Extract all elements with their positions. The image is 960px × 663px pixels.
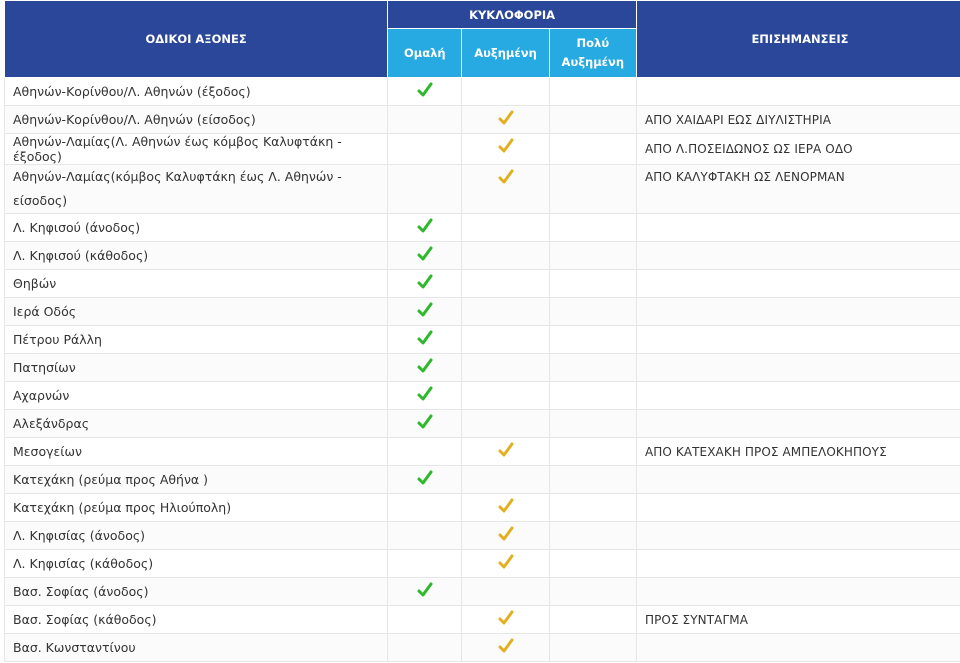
gold-check-icon (498, 138, 514, 154)
traffic-normal-cell (388, 410, 462, 438)
green-check-icon (417, 386, 433, 402)
green-check-icon (417, 218, 433, 234)
gold-check-icon (498, 169, 514, 185)
traffic-increased-cell (462, 466, 549, 494)
note-cell: ΑΠΟ ΚΑΛΥΦΤΑΚΗ ΩΣ ΛΕΝΟΡΜΑΝ (636, 165, 960, 214)
traffic-increased-cell (462, 214, 549, 242)
green-check-icon (417, 82, 433, 98)
traffic-normal-cell (388, 165, 462, 214)
table-row (5, 326, 960, 354)
road-name-cell: Αθηνών-Λαμίας(Λ. Αθηνών έως κόμβος Καλυφτάκη - έξοδος) (5, 134, 388, 165)
table-row (5, 270, 960, 298)
green-check-icon (417, 274, 433, 290)
road-name-cell: Αλεξάνδρας (5, 410, 388, 438)
gold-check-icon (498, 442, 514, 458)
traffic-normal-cell (388, 578, 462, 606)
green-check-icon (417, 358, 433, 374)
gold-check-icon (498, 610, 514, 626)
road-name-cell: Λ. Κηφισίας (άνοδος) (5, 522, 388, 550)
table-row (5, 354, 960, 382)
note-cell (636, 298, 960, 326)
road-name-cell: Αχαρνών (5, 382, 388, 410)
header-very-increased: Πολύ Αυξημένη (549, 29, 636, 78)
traffic-increased-cell (462, 165, 549, 214)
traffic-very-increased-cell (549, 466, 636, 494)
traffic-very-increased-cell (549, 494, 636, 522)
traffic-increased-cell (462, 270, 549, 298)
note-cell: ΑΠΟ ΧΑΙΔΑΡΙ ΕΩΣ ΔΙΥΛΙΣΤΗΡΙΑ (636, 106, 960, 134)
road-name-cell: Πέτρου Ράλλη (5, 326, 388, 354)
gold-check-icon (498, 110, 514, 126)
table-row (5, 382, 960, 410)
header-normal: Ομαλή (388, 29, 462, 78)
traffic-increased-cell (462, 242, 549, 270)
traffic-very-increased-cell (549, 522, 636, 550)
table-row (5, 78, 960, 106)
header-traffic: ΚΥΚΛΟΦΟΡΙΑ (388, 1, 637, 29)
green-check-icon (417, 330, 433, 346)
traffic-very-increased-cell (549, 438, 636, 466)
traffic-increased-cell (462, 134, 549, 165)
gold-check-icon (498, 554, 514, 570)
note-cell (636, 578, 960, 606)
traffic-increased-cell (462, 106, 549, 134)
road-name-cell: Βασ. Σοφίας (άνοδος) (5, 578, 388, 606)
traffic-normal-cell (388, 354, 462, 382)
note-cell (636, 466, 960, 494)
note-cell (636, 354, 960, 382)
note-cell (636, 522, 960, 550)
traffic-increased-cell (462, 410, 549, 438)
traffic-normal-cell (388, 438, 462, 466)
note-cell (636, 270, 960, 298)
gold-check-icon (498, 638, 514, 654)
road-name-cell: Λ. Κηφισίας (κάθοδος) (5, 550, 388, 578)
traffic-increased-cell (462, 606, 549, 634)
traffic-normal-cell (388, 382, 462, 410)
road-name-cell: Κατεχάκη (ρεύμα προς Αθήνα ) (5, 466, 388, 494)
traffic-normal-cell (388, 634, 462, 662)
table-row (5, 106, 960, 134)
table-row (5, 522, 960, 550)
note-cell: ΠΡΟΣ ΣΥΝΤΑΓΜΑ (636, 606, 960, 634)
note-cell (636, 494, 960, 522)
green-check-icon (417, 302, 433, 318)
traffic-very-increased-cell (549, 106, 636, 134)
traffic-very-increased-cell (549, 382, 636, 410)
table-row (5, 550, 960, 578)
traffic-very-increased-cell (549, 298, 636, 326)
road-name-cell: Κατεχάκη (ρεύμα προς Ηλιούπολη) (5, 494, 388, 522)
traffic-normal-cell (388, 106, 462, 134)
traffic-table (4, 0, 960, 662)
note-cell (636, 326, 960, 354)
road-name-cell: Λ. Κηφισού (άνοδος) (5, 214, 388, 242)
note-cell: ΑΠΟ ΚΑΤΕΧΑΚΗ ΠΡΟΣ ΑΜΠΕΛΟΚΗΠΟΥΣ (636, 438, 960, 466)
traffic-increased-cell (462, 578, 549, 606)
note-cell (636, 382, 960, 410)
table-row (5, 578, 960, 606)
traffic-normal-cell (388, 550, 462, 578)
road-name-cell: Αθηνών-Κορίνθου/Λ. Αθηνών (έξοδος) (5, 78, 388, 106)
traffic-normal-cell (388, 242, 462, 270)
note-cell: ΑΠΟ Λ.ΠΟΣΕΙΔΩΝΟΣ ΩΣ ΙΕΡΑ ΟΔΟ (636, 134, 960, 165)
road-name-cell: Ιερά Οδός (5, 298, 388, 326)
note-cell (636, 410, 960, 438)
table-body (5, 78, 960, 662)
road-name-cell: Λ. Κηφισού (κάθοδος) (5, 242, 388, 270)
note-cell (636, 242, 960, 270)
green-check-icon (417, 414, 433, 430)
traffic-normal-cell (388, 466, 462, 494)
traffic-increased-cell (462, 522, 549, 550)
table-row (5, 165, 960, 214)
road-name-cell: Μεσογείων (5, 438, 388, 466)
header-increased: Αυξημένη (462, 29, 549, 78)
gold-check-icon (498, 498, 514, 514)
traffic-normal-cell (388, 494, 462, 522)
traffic-very-increased-cell (549, 578, 636, 606)
road-name-cell: Αθηνών-Κορίνθου/Λ. Αθηνών (είσοδος) (5, 106, 388, 134)
road-name-cell: Θηβών (5, 270, 388, 298)
table-row (5, 438, 960, 466)
green-check-icon (417, 246, 433, 262)
traffic-very-increased-cell (549, 134, 636, 165)
table-row (5, 242, 960, 270)
traffic-very-increased-cell (549, 550, 636, 578)
note-cell (636, 214, 960, 242)
traffic-very-increased-cell (549, 326, 636, 354)
table-row (5, 466, 960, 494)
traffic-very-increased-cell (549, 165, 636, 214)
traffic-increased-cell (462, 634, 549, 662)
note-cell (636, 550, 960, 578)
green-check-icon (417, 582, 433, 598)
table-row (5, 134, 960, 165)
table-row (5, 410, 960, 438)
traffic-normal-cell (388, 270, 462, 298)
table-row (5, 634, 960, 662)
traffic-increased-cell (462, 78, 549, 106)
traffic-increased-cell (462, 494, 549, 522)
traffic-very-increased-cell (549, 634, 636, 662)
table-row (5, 494, 960, 522)
traffic-increased-cell (462, 438, 549, 466)
traffic-very-increased-cell (549, 242, 636, 270)
traffic-increased-cell (462, 382, 549, 410)
table-row (5, 214, 960, 242)
traffic-normal-cell (388, 298, 462, 326)
road-name-cell: Αθηνών-Λαμίας(κόμβος Καλυφτάκη έως Λ. Αθηνών - είσοδος) (5, 165, 388, 214)
traffic-increased-cell (462, 298, 549, 326)
traffic-increased-cell (462, 326, 549, 354)
road-name-cell: Πατησίων (5, 354, 388, 382)
road-name-cell: Βασ. Κωνσταντίνου (5, 634, 388, 662)
table-row (5, 298, 960, 326)
traffic-very-increased-cell (549, 354, 636, 382)
traffic-increased-cell (462, 354, 549, 382)
traffic-normal-cell (388, 606, 462, 634)
note-cell (636, 78, 960, 106)
traffic-very-increased-cell (549, 606, 636, 634)
traffic-very-increased-cell (549, 78, 636, 106)
traffic-normal-cell (388, 78, 462, 106)
traffic-normal-cell (388, 134, 462, 165)
traffic-very-increased-cell (549, 270, 636, 298)
traffic-very-increased-cell (549, 214, 636, 242)
traffic-normal-cell (388, 214, 462, 242)
header-notes: ΕΠΙΣΗΜΑΝΣΕΙΣ (636, 1, 960, 78)
road-name-cell: Βασ. Σοφίας (κάθοδος) (5, 606, 388, 634)
table-header (5, 1, 960, 78)
green-check-icon (417, 470, 433, 486)
note-cell (636, 634, 960, 662)
traffic-normal-cell (388, 522, 462, 550)
traffic-normal-cell (388, 326, 462, 354)
traffic-increased-cell (462, 550, 549, 578)
gold-check-icon (498, 526, 514, 542)
table-row (5, 606, 960, 634)
traffic-very-increased-cell (549, 410, 636, 438)
header-road-axes: ΟΔΙΚΟΙ ΑΞΟΝΕΣ (5, 1, 388, 78)
